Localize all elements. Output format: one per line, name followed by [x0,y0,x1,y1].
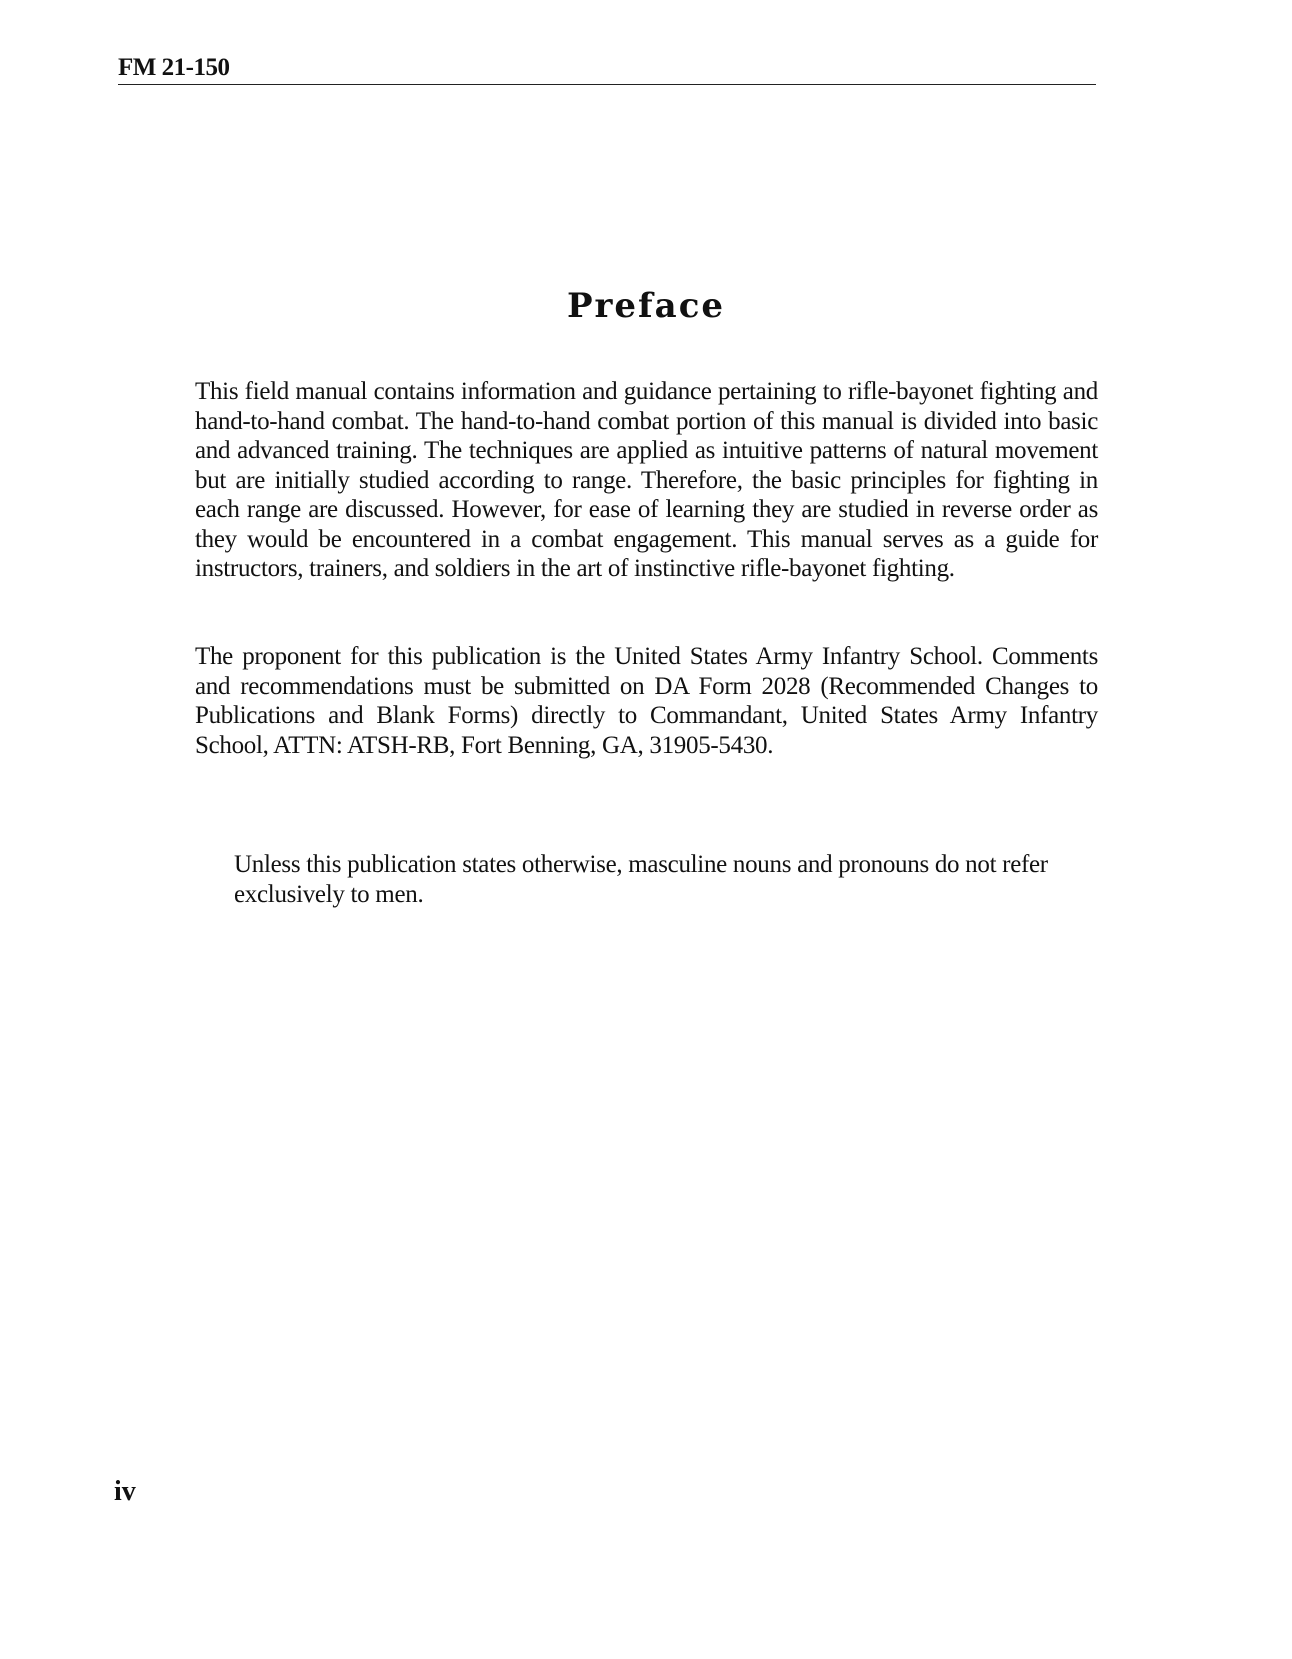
preface-paragraph-proponent: The proponent for this publication is the United States Army Infantry School. Comments and recommendations must be submitted on DA Form 2028 (Recommended Changes to Publications and Blank Forms) directly to Commandant, United States Army Infantry School, ATTN: ATSH-RB, Fort Benning, GA, 31905-5430. [195,643,1098,759]
page-title: Preface [566,286,726,326]
preface-paragraph-scope: This field manual contains information and guidance pertaining to rifle-bayonet fighting and hand-to-hand combat. The hand-to-hand combat portion of this manual is divided into basic and advanced training. The techniques are applied as intuitive patterns of natural movement but are initially studied according to range. Therefore, the basic principles for fighting in each range are discussed. However, for ease of learning they are studied in reverse order as they would be encountered in a combat engagement. This manual serves as a guide for instructors, trainers, and soldiers in the art of instinctive rifle-bayonet fighting. [195,378,1098,582]
gender-note: Unless this publication states otherwise, masculine nouns and pronouns do not refer exclusively to men. [234,851,1048,908]
document-id: FM 21-150 [118,54,230,81]
page-header [118,54,1096,85]
page-number: iv [114,1476,136,1507]
